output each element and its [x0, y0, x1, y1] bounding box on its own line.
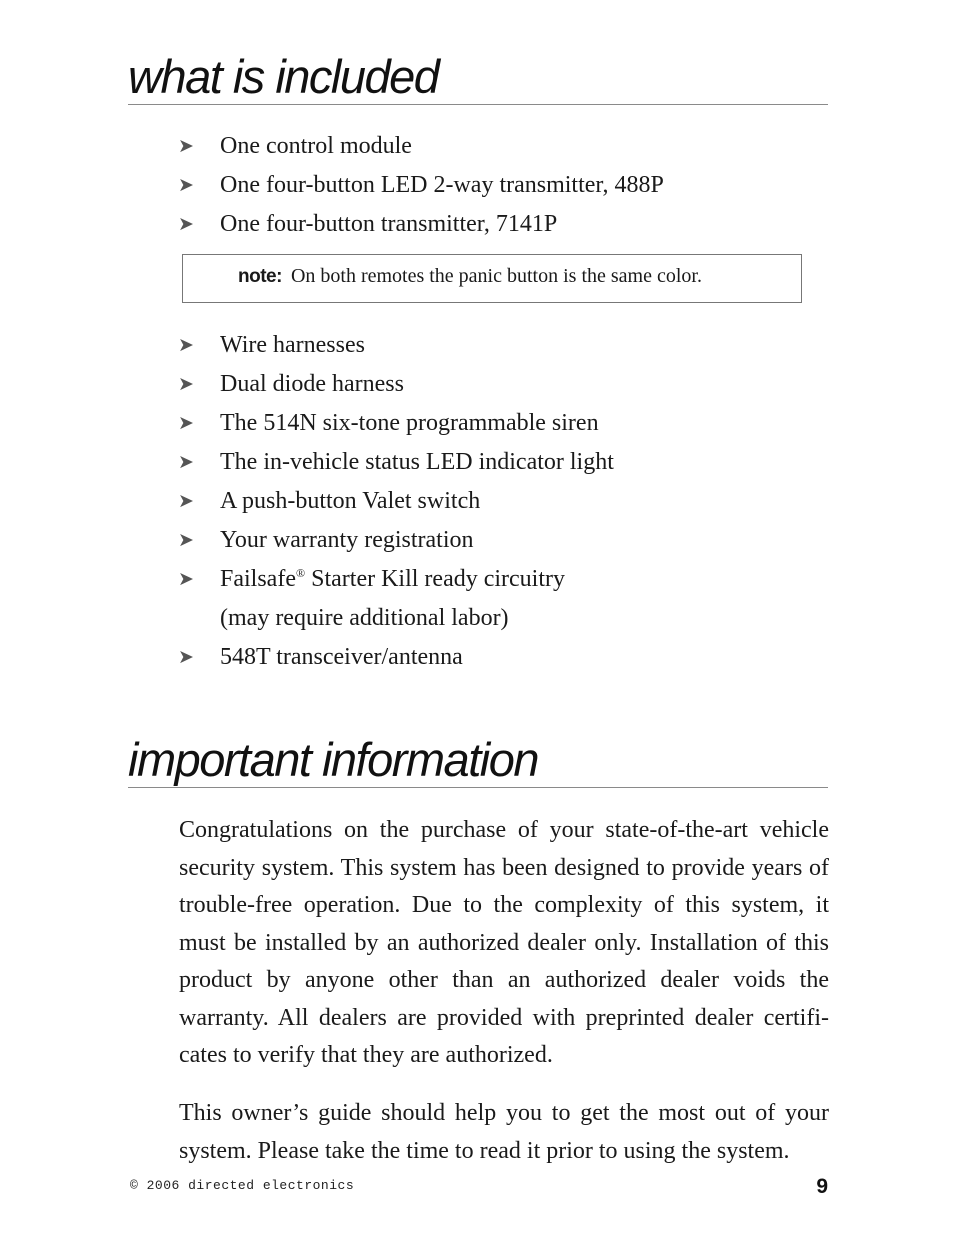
heading-text: important information — [128, 733, 538, 786]
arrowhead-icon: ➤ — [178, 135, 194, 157]
page-number: 9 — [816, 1175, 828, 1198]
list-item: ➤ The 514N six-tone programmable siren — [178, 404, 614, 443]
footer-copyright: © 2006 directed electronics — [130, 1178, 355, 1193]
arrowhead-icon: ➤ — [178, 334, 194, 356]
registered-mark: ® — [295, 566, 306, 580]
arrowhead-icon: ➤ — [178, 646, 194, 668]
list-item: ➤ Your warranty registration — [178, 521, 614, 560]
list-item: ➤ One control module — [178, 127, 664, 166]
included-items-list-bottom — [178, 326, 614, 677]
section-heading-what-is-included — [128, 52, 828, 105]
list-item: ➤ Wire harnesses — [178, 326, 614, 365]
arrowhead-icon: ➤ — [178, 451, 194, 473]
arrowhead-icon: ➤ — [178, 490, 194, 512]
list-item-failsafe: ➤ Failsafe® Starter Kill ready circuitry (may require additional labor) — [178, 560, 614, 638]
list-item: ➤ 548T transceiver/antenna — [178, 638, 614, 677]
list-item: ➤ A push-button Valet switch — [178, 482, 614, 521]
arrowhead-icon: ➤ — [178, 529, 194, 551]
list-item: ➤ Dual diode harness — [178, 365, 614, 404]
heading-text: what is included — [128, 50, 439, 103]
included-items-list-top — [178, 127, 664, 244]
arrowhead-icon: ➤ — [178, 568, 194, 590]
arrowhead-icon: ➤ — [178, 213, 194, 235]
arrowhead-icon: ➤ — [178, 174, 194, 196]
list-item: ➤ The in-vehicle status LED indicator light — [178, 443, 614, 482]
note-text: On both remotes the panic button is the same color. — [290, 265, 702, 287]
list-item: ➤ One four-button transmitter, 7141P — [178, 205, 664, 244]
list-item: ➤ One four-button LED 2-way transmitter, 488P — [178, 166, 664, 205]
note-box — [182, 254, 802, 303]
paragraph-owners-guide: This owner’s guide should help you to get the most out of your system. Please take the time to read it prior to using the system. — [179, 1100, 829, 1164]
paragraph-congratulations: Congratulations on the purchase of your state-of-the-art vehicle security system. This system has been designed to provide years of trouble-free operation. Due to the complexity of this system, it must be installed by an authorized dealer only. Installation of this product by anyone other than an authorized dealer voids the warranty. All dealers are provided with preprinted dealer certifi-cates to verify that they are authorized. — [179, 817, 829, 1068]
arrowhead-icon: ➤ — [178, 412, 194, 434]
section-heading-important-information — [128, 735, 828, 788]
note-label: note: — [238, 266, 282, 287]
arrowhead-icon: ➤ — [178, 373, 194, 395]
